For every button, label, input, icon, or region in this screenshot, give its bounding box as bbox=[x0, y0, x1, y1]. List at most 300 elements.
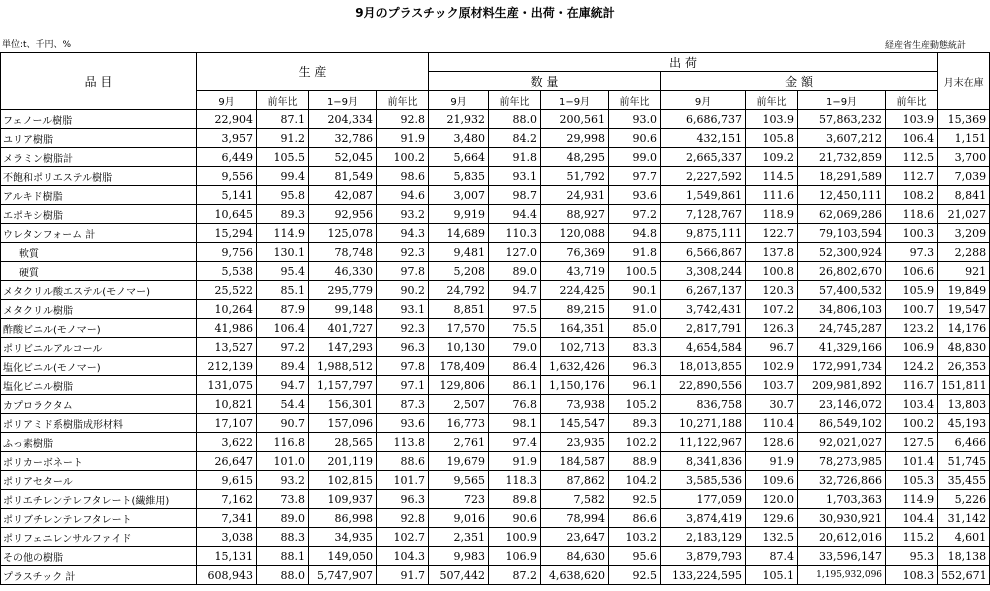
row-value: 94.3 bbox=[377, 224, 429, 243]
row-value: 103.9 bbox=[746, 110, 798, 129]
row-value: 92,956 bbox=[309, 205, 377, 224]
row-value: 20,612,016 bbox=[798, 528, 886, 547]
row-item-name: フェノール樹脂 bbox=[1, 110, 197, 129]
row-value: 28,565 bbox=[309, 433, 377, 452]
row-value: 93.6 bbox=[609, 186, 661, 205]
row-value: 93.6 bbox=[377, 414, 429, 433]
row-value: 105.3 bbox=[886, 471, 938, 490]
row-value: 1,150,176 bbox=[541, 376, 609, 395]
row-value: 127.5 bbox=[886, 433, 938, 452]
row-value: 103.2 bbox=[609, 528, 661, 547]
row-value: 57,400,532 bbox=[798, 281, 886, 300]
row-item-name: 塩化ビニル(モノマー) bbox=[1, 357, 197, 376]
row-value: 92.5 bbox=[609, 490, 661, 509]
row-value: 9,919 bbox=[429, 205, 489, 224]
row-value: 131,075 bbox=[197, 376, 257, 395]
row-value: 200,561 bbox=[541, 110, 609, 129]
row-value: 87.3 bbox=[377, 395, 429, 414]
row-item-name: ポリブチレンテレフタレート bbox=[1, 509, 197, 528]
header-prod-ytd-yoy: 前年比 bbox=[377, 91, 429, 110]
row-value: 89.0 bbox=[489, 262, 541, 281]
row-value: 31,142 bbox=[938, 509, 990, 528]
row-value: 120,088 bbox=[541, 224, 609, 243]
row-value: 96.3 bbox=[377, 490, 429, 509]
row-value: 96.3 bbox=[609, 357, 661, 376]
row-value: 13,527 bbox=[197, 338, 257, 357]
row-value: 106.4 bbox=[886, 129, 938, 148]
row-value: 98.6 bbox=[377, 167, 429, 186]
row-value: 32,786 bbox=[309, 129, 377, 148]
row-item-name: ウレタンフォーム 計 bbox=[1, 224, 197, 243]
row-value: 96.1 bbox=[609, 376, 661, 395]
row-value: 23,647 bbox=[541, 528, 609, 547]
row-value: 24,745,287 bbox=[798, 319, 886, 338]
row-value: 21,027 bbox=[938, 205, 990, 224]
row-value: 84.2 bbox=[489, 129, 541, 148]
row-value: 18,013,855 bbox=[661, 357, 746, 376]
row-value: 99,148 bbox=[309, 300, 377, 319]
row-value: 108.2 bbox=[886, 186, 938, 205]
header-prod-ytd: 1−9月 bbox=[309, 91, 377, 110]
statistics-table bbox=[0, 52, 990, 585]
table-row bbox=[1, 395, 990, 414]
row-value: 92.3 bbox=[377, 319, 429, 338]
table-row bbox=[1, 566, 990, 585]
row-value: 93.2 bbox=[257, 471, 309, 490]
row-value: 137.8 bbox=[746, 243, 798, 262]
row-value: 78,748 bbox=[309, 243, 377, 262]
header-qty-yoy: 前年比 bbox=[489, 91, 541, 110]
row-value: 32,726,866 bbox=[798, 471, 886, 490]
row-value: 2,288 bbox=[938, 243, 990, 262]
row-value: 90.6 bbox=[609, 129, 661, 148]
row-value: 108.3 bbox=[886, 566, 938, 585]
row-value: 100.2 bbox=[886, 414, 938, 433]
row-value: 24,931 bbox=[541, 186, 609, 205]
row-value: 110.3 bbox=[489, 224, 541, 243]
row-item-name: プラスチック 計 bbox=[1, 566, 197, 585]
row-value: 101.7 bbox=[377, 471, 429, 490]
row-value: 100.3 bbox=[886, 224, 938, 243]
row-value: 114.5 bbox=[746, 167, 798, 186]
table-row bbox=[1, 338, 990, 357]
row-value: 111.6 bbox=[746, 186, 798, 205]
row-value: 33,596,147 bbox=[798, 547, 886, 566]
row-value: 81,549 bbox=[309, 167, 377, 186]
row-value: 9,756 bbox=[197, 243, 257, 262]
source-note: 経産省生産動態統計 bbox=[884, 41, 966, 51]
row-value: 88.1 bbox=[257, 547, 309, 566]
table-row bbox=[1, 319, 990, 338]
row-value: 12,450,111 bbox=[798, 186, 886, 205]
row-item-name: ポリアセタール bbox=[1, 471, 197, 490]
row-value: 83.3 bbox=[609, 338, 661, 357]
row-value: 17,570 bbox=[429, 319, 489, 338]
row-value: 6,267,137 bbox=[661, 281, 746, 300]
header-amt-ytd-yoy: 前年比 bbox=[886, 91, 938, 110]
header-amt-yoy: 前年比 bbox=[746, 91, 798, 110]
row-value: 129,806 bbox=[429, 376, 489, 395]
row-item-name: ポリエチレンテレフタレート(繊維用) bbox=[1, 490, 197, 509]
row-value: 2,183,129 bbox=[661, 528, 746, 547]
row-item-name: ポリカーボネート bbox=[1, 452, 197, 471]
table-row bbox=[1, 129, 990, 148]
table-row bbox=[1, 414, 990, 433]
row-value: 130.1 bbox=[257, 243, 309, 262]
row-value: 7,162 bbox=[197, 490, 257, 509]
header-stock: 月末在庫 bbox=[938, 53, 990, 110]
row-value: 104.4 bbox=[886, 509, 938, 528]
row-value: 18,138 bbox=[938, 547, 990, 566]
row-value: 94.7 bbox=[489, 281, 541, 300]
row-value: 88,927 bbox=[541, 205, 609, 224]
row-value: 91.0 bbox=[609, 300, 661, 319]
row-value: 22,904 bbox=[197, 110, 257, 129]
row-value: 7,039 bbox=[938, 167, 990, 186]
header-qty-ytd: 1−9月 bbox=[541, 91, 609, 110]
table-row bbox=[1, 281, 990, 300]
row-value: 34,806,103 bbox=[798, 300, 886, 319]
row-value: 95.4 bbox=[257, 262, 309, 281]
row-value: 21,932 bbox=[429, 110, 489, 129]
row-value: 35,455 bbox=[938, 471, 990, 490]
row-value: 127.0 bbox=[489, 243, 541, 262]
row-value: 89.3 bbox=[609, 414, 661, 433]
row-value: 3,874,419 bbox=[661, 509, 746, 528]
row-value: 3,007 bbox=[429, 186, 489, 205]
row-value: 5,141 bbox=[197, 186, 257, 205]
row-value: 102.2 bbox=[609, 433, 661, 452]
row-value: 122.7 bbox=[746, 224, 798, 243]
row-value: 3,038 bbox=[197, 528, 257, 547]
table-row bbox=[1, 490, 990, 509]
row-value: 90.1 bbox=[609, 281, 661, 300]
header-amount: 金 額 bbox=[661, 72, 938, 91]
row-value: 10,130 bbox=[429, 338, 489, 357]
row-value: 4,601 bbox=[938, 528, 990, 547]
row-value: 98.7 bbox=[489, 186, 541, 205]
row-value: 4,638,620 bbox=[541, 566, 609, 585]
row-value: 3,879,793 bbox=[661, 547, 746, 566]
row-value: 30,930,921 bbox=[798, 509, 886, 528]
row-value: 91.2 bbox=[257, 129, 309, 148]
row-value: 2,507 bbox=[429, 395, 489, 414]
row-value: 112.5 bbox=[886, 148, 938, 167]
row-value: 172,991,734 bbox=[798, 357, 886, 376]
row-value: 102,713 bbox=[541, 338, 609, 357]
row-value: 97.8 bbox=[377, 262, 429, 281]
header-qty-month: 9月 bbox=[429, 91, 489, 110]
row-value: 105.2 bbox=[609, 395, 661, 414]
row-value: 3,700 bbox=[938, 148, 990, 167]
table-row bbox=[1, 376, 990, 395]
row-value: 125,078 bbox=[309, 224, 377, 243]
table-row bbox=[1, 148, 990, 167]
table-row bbox=[1, 243, 990, 262]
row-value: 15,131 bbox=[197, 547, 257, 566]
row-value: 9,615 bbox=[197, 471, 257, 490]
row-value: 3,622 bbox=[197, 433, 257, 452]
row-value: 1,157,797 bbox=[309, 376, 377, 395]
row-value: 212,139 bbox=[197, 357, 257, 376]
row-value: 73.8 bbox=[257, 490, 309, 509]
row-value: 8,841 bbox=[938, 186, 990, 205]
row-value: 432,151 bbox=[661, 129, 746, 148]
row-value: 115.2 bbox=[886, 528, 938, 547]
row-value: 101.4 bbox=[886, 452, 938, 471]
row-value: 45,193 bbox=[938, 414, 990, 433]
row-value: 89.4 bbox=[257, 357, 309, 376]
row-value: 9,875,111 bbox=[661, 224, 746, 243]
row-value: 7,341 bbox=[197, 509, 257, 528]
row-value: 97.7 bbox=[609, 167, 661, 186]
row-value: 177,059 bbox=[661, 490, 746, 509]
row-value: 118.9 bbox=[746, 205, 798, 224]
row-value: 98.1 bbox=[489, 414, 541, 433]
row-value: 105.5 bbox=[257, 148, 309, 167]
row-value: 106.6 bbox=[886, 262, 938, 281]
row-value: 18,291,589 bbox=[798, 167, 886, 186]
table-row bbox=[1, 452, 990, 471]
row-value: 224,425 bbox=[541, 281, 609, 300]
row-value: 19,679 bbox=[429, 452, 489, 471]
row-value: 164,351 bbox=[541, 319, 609, 338]
row-value: 42,087 bbox=[309, 186, 377, 205]
row-value: 124.2 bbox=[886, 357, 938, 376]
row-value: 132.5 bbox=[746, 528, 798, 547]
row-value: 9,481 bbox=[429, 243, 489, 262]
row-value: 97.2 bbox=[257, 338, 309, 357]
row-value: 16,773 bbox=[429, 414, 489, 433]
row-value: 2,817,791 bbox=[661, 319, 746, 338]
row-value: 107.2 bbox=[746, 300, 798, 319]
row-item-name: ポリフェニレンサルファイド bbox=[1, 528, 197, 547]
row-value: 91.7 bbox=[377, 566, 429, 585]
table-row bbox=[1, 224, 990, 243]
row-value: 11,122,967 bbox=[661, 433, 746, 452]
row-value: 62,069,286 bbox=[798, 205, 886, 224]
row-value: 87.9 bbox=[257, 300, 309, 319]
row-value: 86,998 bbox=[309, 509, 377, 528]
row-value: 93.1 bbox=[377, 300, 429, 319]
row-value: 94.6 bbox=[377, 186, 429, 205]
row-value: 102,815 bbox=[309, 471, 377, 490]
row-value: 78,273,985 bbox=[798, 452, 886, 471]
row-item-name: ふっ素樹脂 bbox=[1, 433, 197, 452]
row-value: 2,761 bbox=[429, 433, 489, 452]
row-value: 1,195,932,096 bbox=[798, 566, 886, 585]
row-item-name: 塩化ビニル樹脂 bbox=[1, 376, 197, 395]
row-value: 2,227,592 bbox=[661, 167, 746, 186]
row-value: 8,851 bbox=[429, 300, 489, 319]
row-value: 93.0 bbox=[609, 110, 661, 129]
table-row bbox=[1, 186, 990, 205]
row-item-name: メタクリル樹脂 bbox=[1, 300, 197, 319]
row-value: 96.3 bbox=[377, 338, 429, 357]
unit-note: 単位:t、千円、% bbox=[2, 40, 72, 50]
header-prod-month: 9月 bbox=[197, 91, 257, 110]
row-value: 19,849 bbox=[938, 281, 990, 300]
row-value: 88.9 bbox=[609, 452, 661, 471]
row-value: 109.2 bbox=[746, 148, 798, 167]
row-value: 22,890,556 bbox=[661, 376, 746, 395]
row-value: 128.6 bbox=[746, 433, 798, 452]
row-value: 14,176 bbox=[938, 319, 990, 338]
row-item-name: カプロラクタム bbox=[1, 395, 197, 414]
row-value: 91.9 bbox=[377, 129, 429, 148]
row-value: 14,689 bbox=[429, 224, 489, 243]
row-item-name: 酢酸ビニル(モノマー) bbox=[1, 319, 197, 338]
row-value: 26,353 bbox=[938, 357, 990, 376]
row-value: 97.8 bbox=[377, 357, 429, 376]
row-value: 145,547 bbox=[541, 414, 609, 433]
row-value: 106.4 bbox=[257, 319, 309, 338]
row-value: 91.9 bbox=[746, 452, 798, 471]
row-value: 90.2 bbox=[377, 281, 429, 300]
row-value: 91.8 bbox=[489, 148, 541, 167]
row-value: 17,107 bbox=[197, 414, 257, 433]
row-value: 118.3 bbox=[489, 471, 541, 490]
table-body bbox=[1, 110, 990, 585]
row-value: 15,369 bbox=[938, 110, 990, 129]
row-value: 103.7 bbox=[746, 376, 798, 395]
row-value: 151,811 bbox=[938, 376, 990, 395]
row-value: 87.1 bbox=[257, 110, 309, 129]
row-value: 129.6 bbox=[746, 509, 798, 528]
row-item-name: エポキシ樹脂 bbox=[1, 205, 197, 224]
row-value: 19,547 bbox=[938, 300, 990, 319]
row-value: 94.4 bbox=[489, 205, 541, 224]
row-value: 5,538 bbox=[197, 262, 257, 281]
row-value: 9,556 bbox=[197, 167, 257, 186]
row-value: 86.4 bbox=[489, 357, 541, 376]
row-value: 123.2 bbox=[886, 319, 938, 338]
row-value: 29,998 bbox=[541, 129, 609, 148]
row-value: 92.5 bbox=[609, 566, 661, 585]
row-value: 2,665,337 bbox=[661, 148, 746, 167]
row-value: 41,329,166 bbox=[798, 338, 886, 357]
row-value: 3,742,431 bbox=[661, 300, 746, 319]
row-value: 21,732,859 bbox=[798, 148, 886, 167]
row-value: 1,151 bbox=[938, 129, 990, 148]
row-value: 116.7 bbox=[886, 376, 938, 395]
row-value: 89,215 bbox=[541, 300, 609, 319]
row-value: 89.0 bbox=[257, 509, 309, 528]
row-value: 104.3 bbox=[377, 547, 429, 566]
row-value: 4,654,584 bbox=[661, 338, 746, 357]
row-value: 105.1 bbox=[746, 566, 798, 585]
row-value: 5,835 bbox=[429, 167, 489, 186]
table-row bbox=[1, 433, 990, 452]
row-value: 96.7 bbox=[746, 338, 798, 357]
row-value: 100.2 bbox=[377, 148, 429, 167]
row-value: 113.8 bbox=[377, 433, 429, 452]
row-value: 3,209 bbox=[938, 224, 990, 243]
row-value: 133,224,595 bbox=[661, 566, 746, 585]
row-value: 101.0 bbox=[257, 452, 309, 471]
row-value: 103.9 bbox=[886, 110, 938, 129]
row-value: 116.8 bbox=[257, 433, 309, 452]
header-amt-month: 9月 bbox=[661, 91, 746, 110]
row-value: 156,301 bbox=[309, 395, 377, 414]
row-value: 126.3 bbox=[746, 319, 798, 338]
table-row bbox=[1, 528, 990, 547]
row-value: 5,664 bbox=[429, 148, 489, 167]
row-value: 46,330 bbox=[309, 262, 377, 281]
row-value: 10,821 bbox=[197, 395, 257, 414]
row-value: 89.8 bbox=[489, 490, 541, 509]
table-row bbox=[1, 300, 990, 319]
row-value: 91.9 bbox=[489, 452, 541, 471]
row-value: 88.0 bbox=[257, 566, 309, 585]
row-value: 84,630 bbox=[541, 547, 609, 566]
table-row bbox=[1, 167, 990, 186]
table-row bbox=[1, 205, 990, 224]
row-value: 93.1 bbox=[489, 167, 541, 186]
header-shipment: 出 荷 bbox=[429, 53, 938, 72]
row-value: 100.8 bbox=[746, 262, 798, 281]
row-value: 91.8 bbox=[609, 243, 661, 262]
row-value: 5,226 bbox=[938, 490, 990, 509]
row-value: 10,645 bbox=[197, 205, 257, 224]
row-value: 7,582 bbox=[541, 490, 609, 509]
row-value: 100.9 bbox=[489, 528, 541, 547]
row-value: 3,957 bbox=[197, 129, 257, 148]
row-value: 178,409 bbox=[429, 357, 489, 376]
row-value: 30.7 bbox=[746, 395, 798, 414]
row-value: 86.6 bbox=[609, 509, 661, 528]
row-value: 87.2 bbox=[489, 566, 541, 585]
row-value: 204,334 bbox=[309, 110, 377, 129]
row-value: 95.6 bbox=[609, 547, 661, 566]
row-value: 147,293 bbox=[309, 338, 377, 357]
table-row bbox=[1, 357, 990, 376]
row-value: 3,585,536 bbox=[661, 471, 746, 490]
header-quantity: 数 量 bbox=[429, 72, 661, 91]
row-value: 97.1 bbox=[377, 376, 429, 395]
row-value: 109,937 bbox=[309, 490, 377, 509]
row-value: 92.3 bbox=[377, 243, 429, 262]
row-value: 90.7 bbox=[257, 414, 309, 433]
header-qty-ytd-yoy: 前年比 bbox=[609, 91, 661, 110]
row-value: 86.1 bbox=[489, 376, 541, 395]
row-value: 90.6 bbox=[489, 509, 541, 528]
row-value: 97.4 bbox=[489, 433, 541, 452]
row-value: 76,369 bbox=[541, 243, 609, 262]
row-value: 723 bbox=[429, 490, 489, 509]
row-item-name: その他の樹脂 bbox=[1, 547, 197, 566]
row-value: 51,745 bbox=[938, 452, 990, 471]
row-value: 13,803 bbox=[938, 395, 990, 414]
row-value: 921 bbox=[938, 262, 990, 281]
row-value: 15,294 bbox=[197, 224, 257, 243]
row-value: 23,146,072 bbox=[798, 395, 886, 414]
row-value: 87.4 bbox=[746, 547, 798, 566]
row-value: 97.2 bbox=[609, 205, 661, 224]
row-value: 114.9 bbox=[886, 490, 938, 509]
row-value: 79.0 bbox=[489, 338, 541, 357]
row-value: 109.6 bbox=[746, 471, 798, 490]
row-item-name: アルキド樹脂 bbox=[1, 186, 197, 205]
row-value: 99.4 bbox=[257, 167, 309, 186]
row-value: 295,779 bbox=[309, 281, 377, 300]
row-value: 52,045 bbox=[309, 148, 377, 167]
row-value: 209,981,892 bbox=[798, 376, 886, 395]
row-value: 87,862 bbox=[541, 471, 609, 490]
row-value: 57,863,232 bbox=[798, 110, 886, 129]
row-value: 99.0 bbox=[609, 148, 661, 167]
row-value: 48,830 bbox=[938, 338, 990, 357]
